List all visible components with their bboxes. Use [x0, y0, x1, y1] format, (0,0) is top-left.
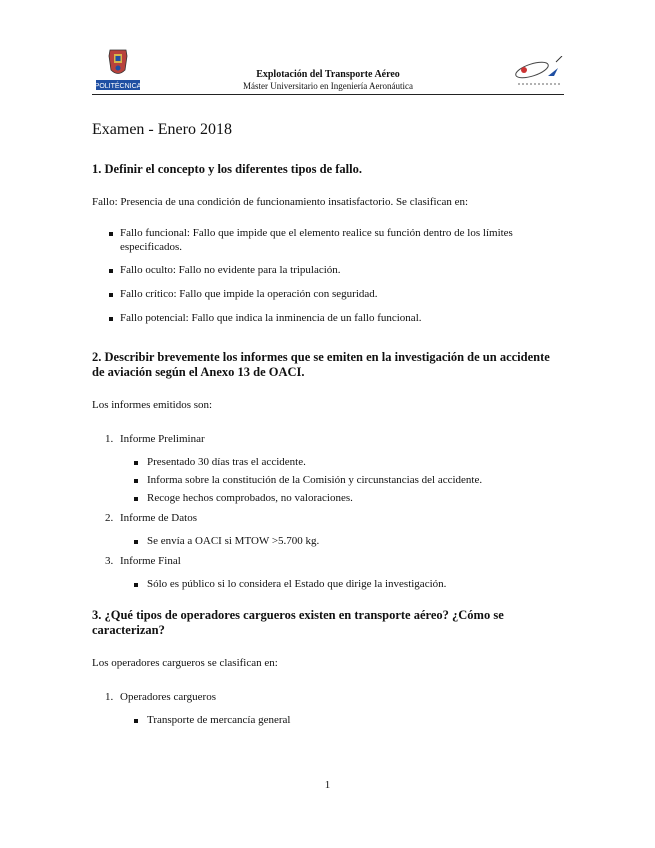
sub-item — [120, 491, 564, 505]
sub-list — [120, 713, 564, 727]
list-item — [92, 511, 564, 548]
header-center — [92, 69, 564, 92]
sub-item-text: Transporte de mercancía general — [147, 714, 291, 726]
list-item — [92, 226, 564, 254]
sub-item-text: Sólo es público si lo considera el Estado que dirige la investigación. — [147, 578, 447, 590]
list-item-text: Fallo crítico: Fallo que impide la operación con seguridad. — [120, 288, 378, 300]
sub-item — [120, 455, 564, 469]
list-item — [92, 432, 564, 505]
list-item-label: Informe Preliminar — [120, 433, 205, 445]
list-number: 1. — [105, 433, 114, 445]
list-item-label: Operadores cargueros — [120, 691, 217, 703]
list-item — [92, 690, 564, 727]
sub-list — [120, 534, 564, 548]
sub-item — [120, 713, 564, 727]
sub-item — [120, 577, 564, 591]
bullet-icon — [134, 583, 138, 587]
question-heading: 2. Describir brevemente los informes que se emiten en la investigación de un accidente de aviación según el Anexo 13 de OACI. — [92, 350, 550, 379]
bullet-icon — [109, 317, 113, 321]
aerospace-orbit-logo — [512, 56, 564, 90]
sub-item — [120, 534, 564, 548]
sub-list — [120, 577, 564, 591]
list-item-label: Informe de Datos — [120, 512, 197, 524]
logo-text: POLITÉCNICA — [94, 83, 142, 90]
question-heading: 3. ¿Qué tipos de operadores cargueros existen en transporte aéreo? ¿Cómo se caracterizan? — [92, 608, 504, 637]
bullet-icon — [134, 719, 138, 723]
sub-item-text: Presentado 30 días tras el accidente. — [147, 456, 306, 468]
numbered-list — [92, 690, 564, 727]
list-item — [92, 263, 564, 277]
list-item — [92, 287, 564, 301]
sub-item — [120, 473, 564, 487]
question-intro: Los operadores cargueros se clasifican en: — [92, 657, 278, 669]
list-item-label: Informe Final — [120, 555, 181, 567]
header-subtitle: Máster Universitario en Ingeniería Aeronáutica — [243, 81, 413, 91]
list-item-text: Fallo oculto: Fallo no evidente para la tripulación. — [120, 264, 341, 276]
page-header — [92, 44, 564, 95]
question-1 — [92, 162, 564, 325]
list-number: 1. — [105, 691, 114, 703]
bullet-icon — [109, 293, 113, 297]
numbered-list — [92, 432, 564, 591]
sub-list — [120, 455, 564, 505]
bullet-icon — [109, 232, 113, 236]
document-body — [92, 120, 564, 731]
page-number: 1 — [324, 779, 331, 791]
question-intro: Fallo: Presencia de una condición de funcionamiento insatisfactorio. Se clasifican en: — [92, 196, 469, 208]
list-item-text: Fallo funcional: Fallo que impide que el elemento realice su función dentro de los límites especificados. — [120, 227, 513, 253]
bullet-list — [92, 226, 564, 325]
exam-title: Examen - Enero 2018 — [92, 121, 232, 138]
bullet-icon — [134, 497, 138, 501]
header-title: Explotación del Transporte Aéreo — [256, 69, 400, 80]
sub-item-text: Recoge hechos comprobados, no valoraciones. — [147, 492, 353, 504]
list-item — [92, 311, 564, 325]
list-item-text: Fallo potencial: Fallo que indica la inminencia de un fallo funcional. — [120, 312, 422, 324]
list-number: 2. — [105, 512, 114, 524]
question-2 — [92, 350, 564, 591]
list-number: 3. — [105, 555, 114, 567]
sub-item-text: Se envía a OACI si MTOW >5.700 kg. — [147, 535, 320, 547]
question-3 — [92, 608, 564, 727]
sub-item-text: Informa sobre la constitución de la Comisión y circunstancias del accidente. — [147, 474, 483, 486]
list-item — [92, 554, 564, 591]
bullet-icon — [134, 461, 138, 465]
question-intro: Los informes emitidos son: — [92, 399, 213, 411]
bullet-icon — [134, 540, 138, 544]
bullet-icon — [109, 269, 113, 273]
bullet-icon — [134, 479, 138, 483]
question-heading: 1. Definir el concepto y los diferentes tipos de fallo. — [92, 162, 362, 176]
